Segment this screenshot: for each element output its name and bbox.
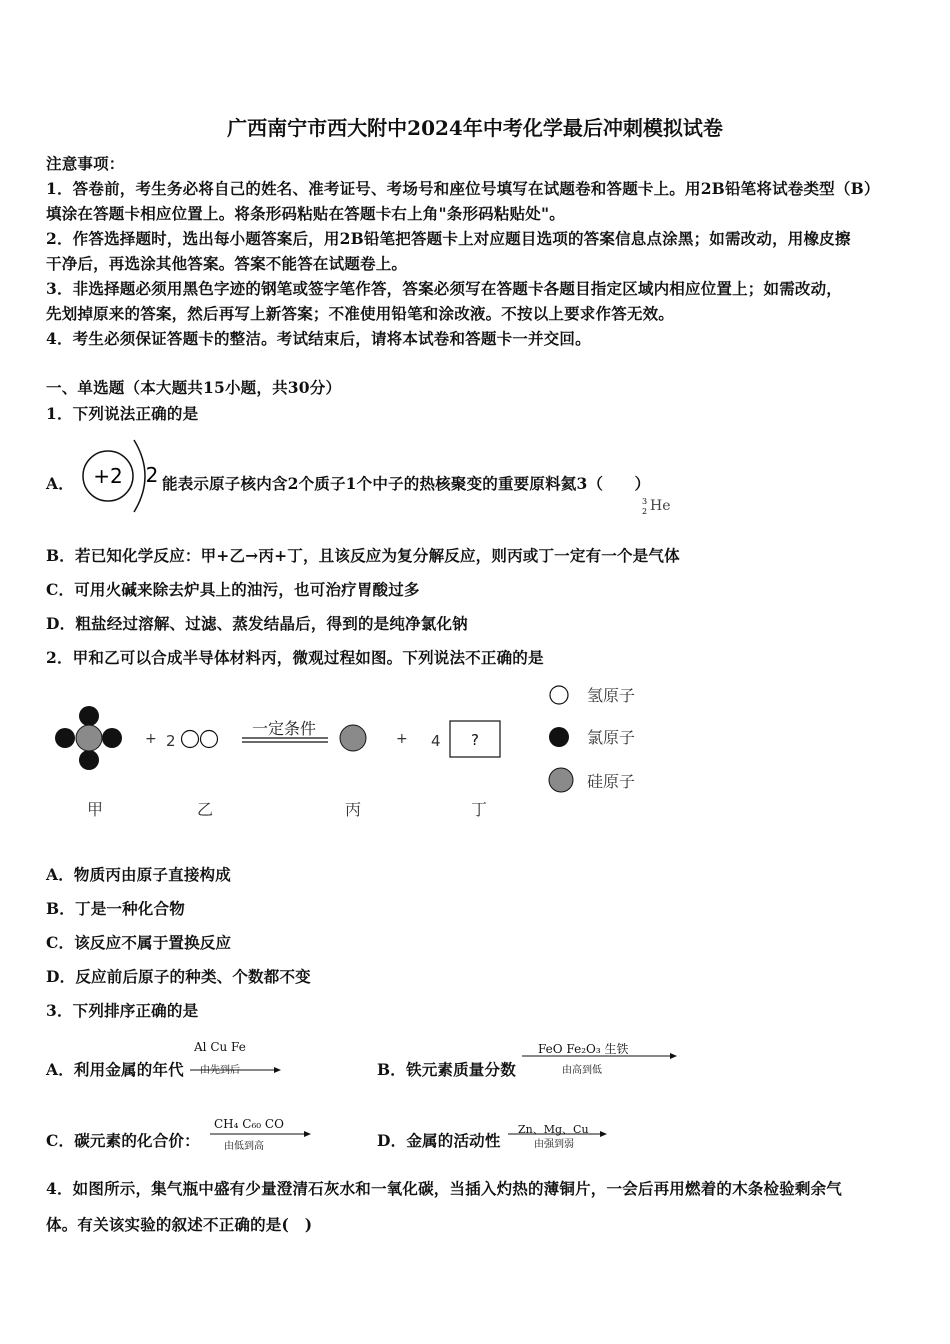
chlorine-atom xyxy=(79,750,99,770)
q3-option-b-label: B．铁元素质量分数 xyxy=(377,1060,516,1079)
q1-option-a-text: 能表示原子核内含2个质子1个中子的热核聚变的重要原料氦3（ ） xyxy=(162,474,651,493)
mass-number: 3 xyxy=(642,497,648,506)
element-symbol: He xyxy=(650,498,671,514)
unknown-mark: ? xyxy=(471,731,479,749)
electron-shell-arc xyxy=(134,440,145,512)
page-title: 广西南宁市西大附中2024年中考化学最后冲刺模拟试卷 xyxy=(227,116,723,140)
q1-option-c: C．可用火碱来除去炉具上的油污，也可治疗胃酸过多 xyxy=(46,580,420,599)
q3-stem: 3．下列排序正确的是 xyxy=(46,1001,199,1020)
notice-line: 1．答卷前，考生务必将自己的姓名、准考证号、考场号和座位号填写在试题卷和答题卡上。用2B铅笔将试卷类型（B） xyxy=(46,179,880,198)
q1-stem: 1．下列说法正确的是 xyxy=(46,404,199,423)
legend-hydrogen: 氢原子 xyxy=(587,686,636,705)
notice-line: 3．非选择题必须用黑色字迹的钢笔或签字笔作答，答案必须写在答题卡各题目指定区域内相应位置上；如需改动， xyxy=(46,279,842,298)
q3-d-order: 由强到弱 xyxy=(534,1139,574,1150)
q2-option-a: A．物质丙由原子直接构成 xyxy=(46,865,231,884)
legend-chlorine-icon xyxy=(549,727,569,747)
atom-structure-diagram xyxy=(78,436,166,516)
plus-sign: + xyxy=(396,731,408,747)
q3-b-sequence: FeO Fe₂O₃ 生铁 xyxy=(538,1042,629,1056)
q3-option-c-label: C．碳元素的化合价： xyxy=(46,1131,200,1150)
notice-line: 4．考生必须保证答题卡的整洁。考试结束后，请将本试卷和答题卡一并交回。 xyxy=(46,329,591,348)
q1-option-d: D．粗盐经过溶解、过滤、蒸发结晶后，得到的是纯净氯化钠 xyxy=(46,614,468,633)
nucleus-charge: +2 xyxy=(93,464,123,488)
atomic-number: 2 xyxy=(642,507,648,516)
q2-stem: 2．甲和乙可以合成半导体材料丙，微观过程如图。下列说法不正确的是 xyxy=(46,648,544,667)
name-bing: 丙 xyxy=(345,800,362,819)
name-jia: 甲 xyxy=(87,800,104,819)
chlorine-atom xyxy=(79,706,99,726)
notice-line: 先划掉原来的答案，然后再写上新答案；不准使用铅笔和涂改液。不按以上要求作答无效。 xyxy=(46,304,675,323)
shell-electron-count: 2 xyxy=(145,463,159,487)
name-ding: 丁 xyxy=(471,800,488,819)
chlorine-atom xyxy=(102,728,122,748)
q3-option-a-label: A．利用金属的年代 xyxy=(46,1060,184,1079)
coefficient: 4 xyxy=(431,732,441,750)
name-yi: 乙 xyxy=(197,800,214,819)
plus-sign: + xyxy=(145,731,157,747)
legend-chlorine: 氯原子 xyxy=(587,728,636,747)
q2-option-b: B．丁是一种化合物 xyxy=(46,899,185,918)
helium-nuclide xyxy=(642,498,682,520)
silicon-atom xyxy=(340,725,366,751)
notice-line: 干净后，再选涂其他答案。答案不能答在试题卷上。 xyxy=(46,254,408,273)
notice-heading: 注意事项： xyxy=(46,154,125,173)
q3-b-order: 由高到低 xyxy=(562,1065,602,1076)
notice-line: 2．作答选择题时，选出每小题答案后，用2B铅笔把答题卡上对应题目选项的答案信息点涂黑；如需改动，用橡皮擦 xyxy=(46,229,851,248)
arrow-icon xyxy=(522,1052,678,1060)
q4-line: 4．如图所示，集气瓶中盛有少量澄清石灰水和一氧化碳，当插入灼热的薄铜片，一会后再用燃着的木条检验剩余气 xyxy=(46,1179,842,1198)
q4-line: 体。有关该实验的叙述不正确的是( ) xyxy=(46,1215,313,1234)
hydrogen-atom xyxy=(201,731,218,748)
legend-hydrogen-icon xyxy=(550,686,568,704)
q2-option-d: D．反应前后原子的种类、个数都不变 xyxy=(46,967,311,986)
section-heading: 一、单选题（本大题共15小题，共30分） xyxy=(46,378,342,397)
q1-option-b: B．若已知化学反应：甲+乙→丙+丁，且该反应为复分解反应，则丙或丁一定有一个是气体 xyxy=(46,546,680,565)
q3-c-order: 由低到高 xyxy=(224,1141,264,1152)
q3-a-sequence: Al Cu Fe xyxy=(194,1040,246,1054)
q3-a-order: 由先到后 xyxy=(200,1065,240,1076)
legend-silicon-icon xyxy=(549,768,573,792)
silicon-atom xyxy=(76,725,102,751)
q3-d-sequence: Zn、Mg、Cu xyxy=(518,1123,589,1136)
hydrogen-atom xyxy=(182,731,199,748)
coefficient: 2 xyxy=(166,732,176,750)
q1-option-a-label: A． xyxy=(46,474,74,493)
q2-option-c: C．该反应不属于置换反应 xyxy=(46,933,232,952)
chlorine-atom xyxy=(55,728,75,748)
q3-c-sequence: CH₄ C₆₀ CO xyxy=(214,1117,284,1131)
reaction-diagram xyxy=(40,675,680,825)
notice-line: 填涂在答题卡相应位置上。将条形码粘贴在答题卡右上角"条形码粘贴处"。 xyxy=(46,204,565,223)
reaction-condition: 一定条件 xyxy=(251,719,317,738)
q3-option-d-label: D．金属的活动性 xyxy=(377,1131,501,1150)
legend-silicon: 硅原子 xyxy=(587,772,636,791)
